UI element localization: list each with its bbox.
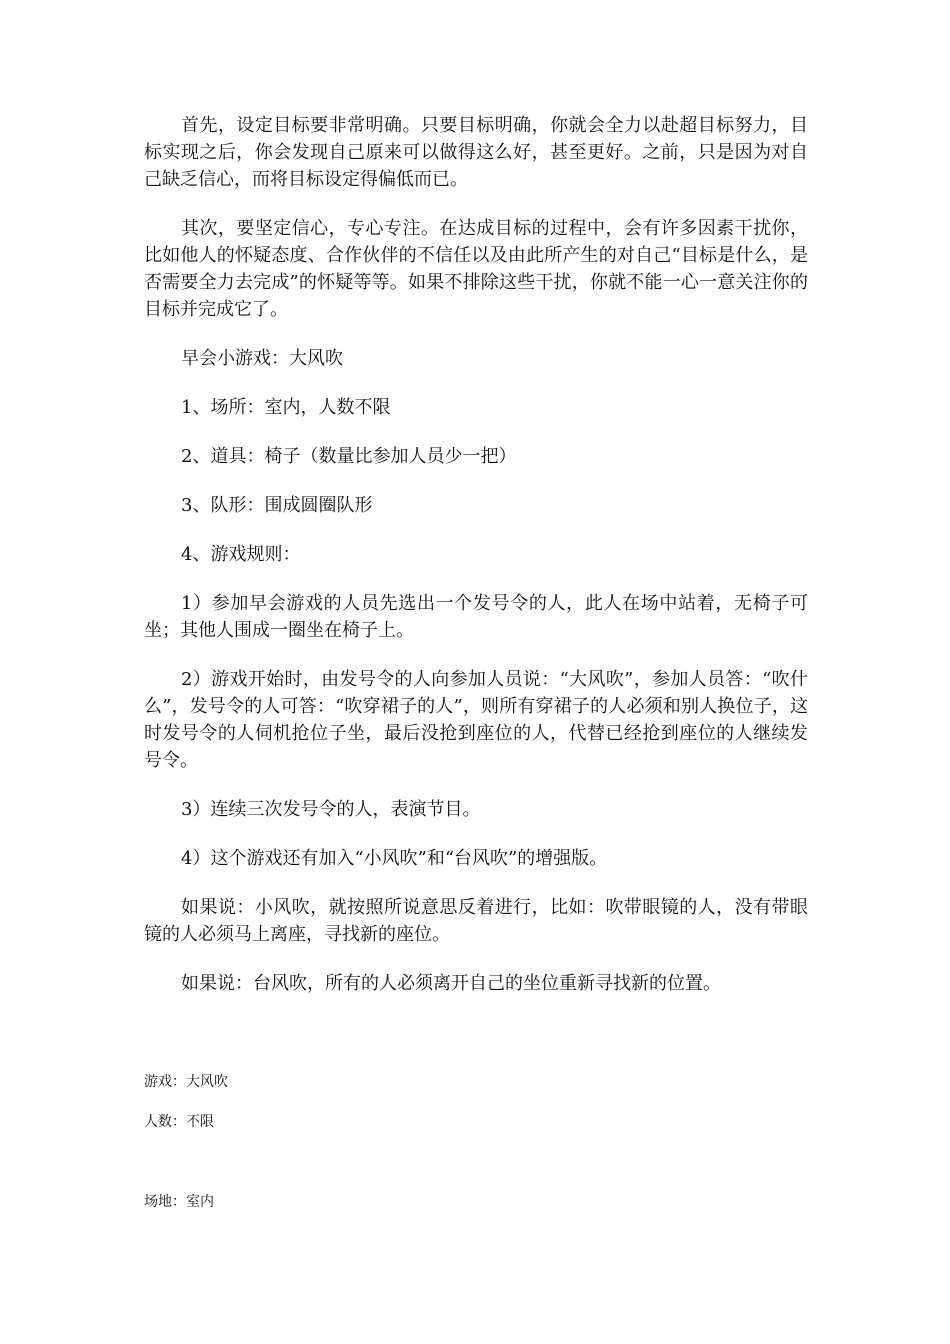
game-rules-heading: 4、游戏规则： xyxy=(181,544,301,565)
paragraph-confidence: 其次，要坚定信心，专心专注。在达成目标的过程中，会有许多因素干扰你，比如他人的怀疑态度、合作伙伴的不信任以及由此所产生的对自己“目标是什么，是否需要全力去完成”的怀疑等等。如果不排除这些干扰，你就不能一心一意关注你的目标并完成它了。 xyxy=(144,218,808,320)
footer-people-count: 人数：不限 xyxy=(144,1114,214,1130)
game-formation-line: 3、队形：围成圆圈队形 xyxy=(181,495,373,516)
footer-game-name: 游戏：大风吹 xyxy=(144,1074,228,1090)
variant-typhoon: 如果说：台风吹，所有的人必须离开自己的坐位重新寻找新的位置。 xyxy=(181,973,721,994)
game-heading: 早会小游戏：大风吹 xyxy=(181,348,343,369)
game-props-line: 2、道具：椅子（数量比参加人员少一把） xyxy=(181,446,517,467)
rule-2: 2）游戏开始时，由发号令的人向参加人员说：“大风吹”，参加人员答：“吹什么”，发号令的人可答：“吹穿裙子的人”，则所有穿裙子的人必须和别人换位子，这时发号令的人伺机抢位子坐，最后没抢到座位的人，代替已经抢到座位的人继续发号令。 xyxy=(144,669,808,771)
rule-4: 4）这个游戏还有加入“小风吹”和“台风吹”的增强版。 xyxy=(181,848,608,869)
rule-1: 1）参加早会游戏的人员先选出一个发号令的人，此人在场中站着，无椅子可坐；其他人围成一圈坐在椅子上。 xyxy=(144,593,808,641)
footer-venue: 场地：室内 xyxy=(144,1194,214,1210)
paragraph-goal-clarity: 首先，设定目标要非常明确。只要目标明确，你就会全力以赴超目标努力，目标实现之后，你会发现自己原来可以做得这么好，甚至更好。之前，只是因为对自己缺乏信心，而将目标设定得偏低而已。 xyxy=(144,115,808,190)
variant-small-wind: 如果说：小风吹，就按照所说意思反着进行，比如：吹带眼镜的人，没有带眼镜的人必须马上离座，寻找新的座位。 xyxy=(144,897,808,945)
rule-3: 3）连续三次发号令的人，表演节目。 xyxy=(181,799,481,820)
document-body xyxy=(144,112,808,1019)
game-venue-line: 1、场所：室内，人数不限 xyxy=(181,397,391,418)
